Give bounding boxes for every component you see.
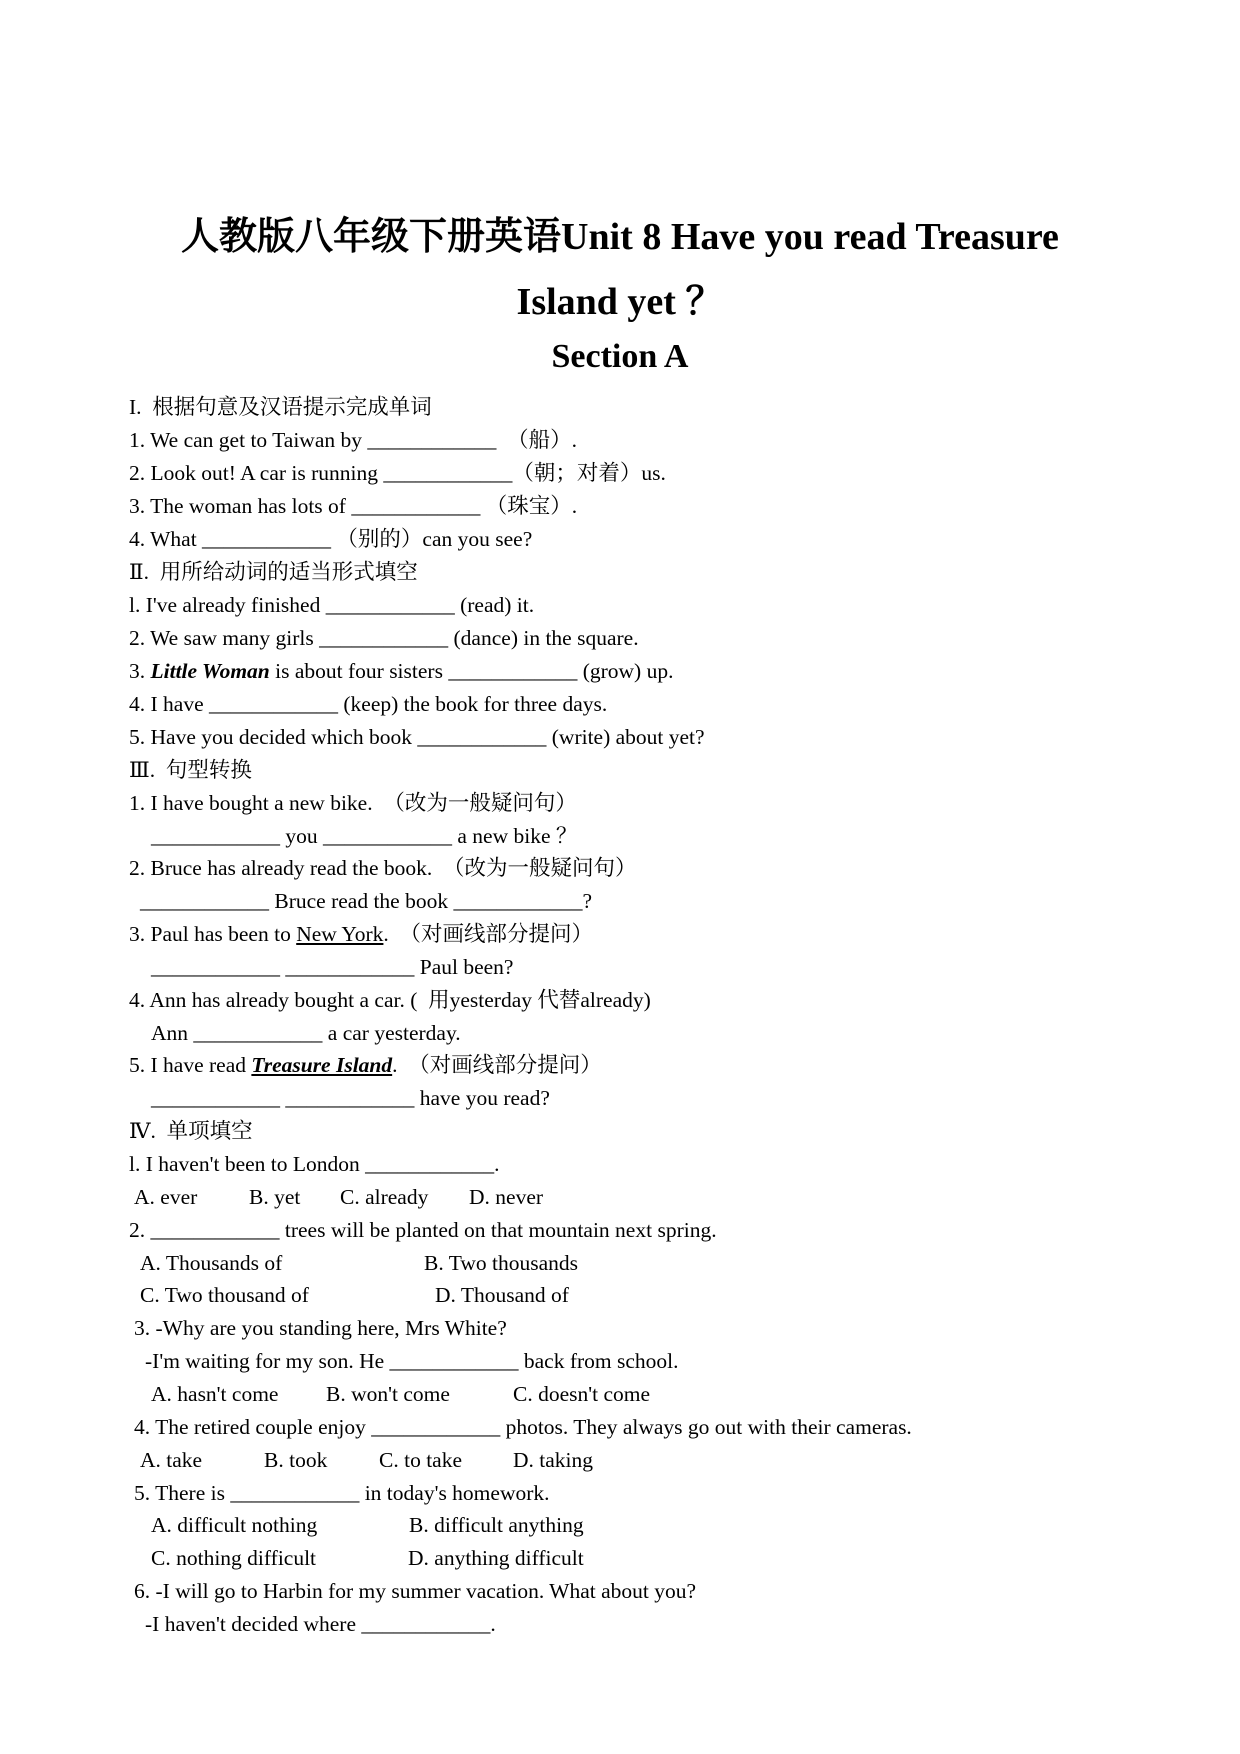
part4-q3-option-a: A. hasn't come [151,1382,279,1406]
part1-q1: 1. We can get to Taiwan by ____________ （船）. [129,428,578,452]
part3-q2: 2. Bruce has already read the book. （改为一般疑问句） [129,856,637,880]
document-title-line1: 人教版八年级下册英语Unit 8 Have you read Treasure [181,216,1059,258]
part1-q2: 2. Look out! A car is running ____________（朝；对着）us. [129,461,666,485]
part2-q3-prefix: 3. [129,659,151,683]
part3-q1: 1. I have bought a new bike. （改为一般疑问句） [129,791,577,815]
part1-q3: 3. The woman has lots of ____________ （珠宝）. [129,494,578,518]
part4-q3-line2: -I'm waiting for my son. He ____________ back from school. [145,1349,679,1373]
part4-heading: Ⅳ. 单项填空 [129,1119,253,1143]
part4-q1-option-c: C. already [340,1185,429,1209]
part4-q3-option-c: C. doesn't come [513,1382,651,1406]
part2-q4: 4. I have ____________ (keep) the book for three days. [129,692,608,716]
part3-q3-rest: . （对画线部分提问） [383,922,594,946]
book-title-little-woman: Little Woman [150,659,270,683]
part4-q5-option-d: D. anything difficult [408,1546,584,1570]
part4-q1: l. I haven't been to London ____________. [129,1152,500,1176]
underlined-new-york: New York [296,922,384,946]
part4-q3-option-b: B. won't come [326,1382,450,1406]
part2-q3-rest: is about four sisters ____________ (grow) up. [269,659,674,683]
part3-q5-prefix: 5. I have read [129,1053,252,1077]
part4-q5-option-c: C. nothing difficult [151,1546,317,1570]
part4-q2: 2. ____________ trees will be planted on that mountain next spring. [129,1218,717,1242]
part4-q3: 3. -Why are you standing here, Mrs White? [134,1316,507,1340]
part3-q3-prefix: 3. Paul has been to [129,922,297,946]
part3-q3-answer: ____________ ____________ Paul been? [151,955,514,979]
part4-q2-option-d: D. Thousand of [435,1283,569,1307]
part4-q2-option-b: B. Two thousands [424,1251,578,1275]
part4-q6-line2: -I haven't decided where ____________. [145,1612,496,1636]
part2-q5: 5. Have you decided which book ____________ (write) about yet? [129,725,705,749]
part4-q4: 4. The retired couple enjoy ____________ photos. They always go out with their cameras. [134,1415,912,1439]
part4-q1-option-d: D. never [469,1185,544,1209]
part3-q4-answer: Ann ____________ a car yesterday. [151,1021,461,1045]
document-title-line2: Island yet ？ [516,281,724,323]
part2-heading: Ⅱ. 用所给动词的适当形式填空 [129,560,418,584]
part3-q2-answer: ____________ Bruce read the book ____________? [140,889,593,913]
part2-q2: 2. We saw many girls ____________ (dance) in the square. [129,626,639,650]
part3-heading: Ⅲ. 句型转换 [129,758,252,782]
part1-heading: I. 根据句意及汉语提示完成单词 [129,395,432,419]
part3-q5 [129,1055,602,1077]
part1-q4: 4. What ____________ （别的）can you see? [129,527,533,551]
part4-q6: 6. -I will go to Harbin for my summer vacation. What about you? [134,1579,697,1603]
part4-q4-option-c: C. to take [379,1448,462,1472]
part4-q5-option-b: B. difficult anything [409,1513,584,1537]
part4-q4-option-b: B. took [264,1448,328,1472]
part3-q3 [129,924,593,946]
part4-q1-option-b: B. yet [249,1185,301,1209]
part3-q4: 4. Ann has already bought a car. ( 用yesterday 代替already) [129,988,651,1012]
part2-q1: l. I've already finished ____________ (read) it. [129,593,535,617]
part4-q4-option-a: A. take [140,1448,203,1472]
underlined-treasure-island: Treasure Island [251,1053,393,1077]
part2-q3 [129,661,673,683]
part3-q1-answer: ____________ you ____________ a new bike ？ [151,824,578,848]
part4-q5-option-a: A. difficult nothing [151,1513,318,1537]
part4-q1-option-a: A. ever [134,1185,198,1209]
part4-q5: 5. There is ____________ in today's homework. [134,1481,550,1505]
part3-q5-rest: . （对画线部分提问） [392,1053,602,1077]
part4-q4-option-d: D. taking [513,1448,594,1472]
section-heading: Section A [551,338,689,375]
part4-q2-option-c: C. Two thousand of [140,1283,309,1307]
part3-q5-answer: ____________ ____________ have you read? [151,1086,550,1110]
part4-q2-option-a: A. Thousands of [140,1251,283,1275]
